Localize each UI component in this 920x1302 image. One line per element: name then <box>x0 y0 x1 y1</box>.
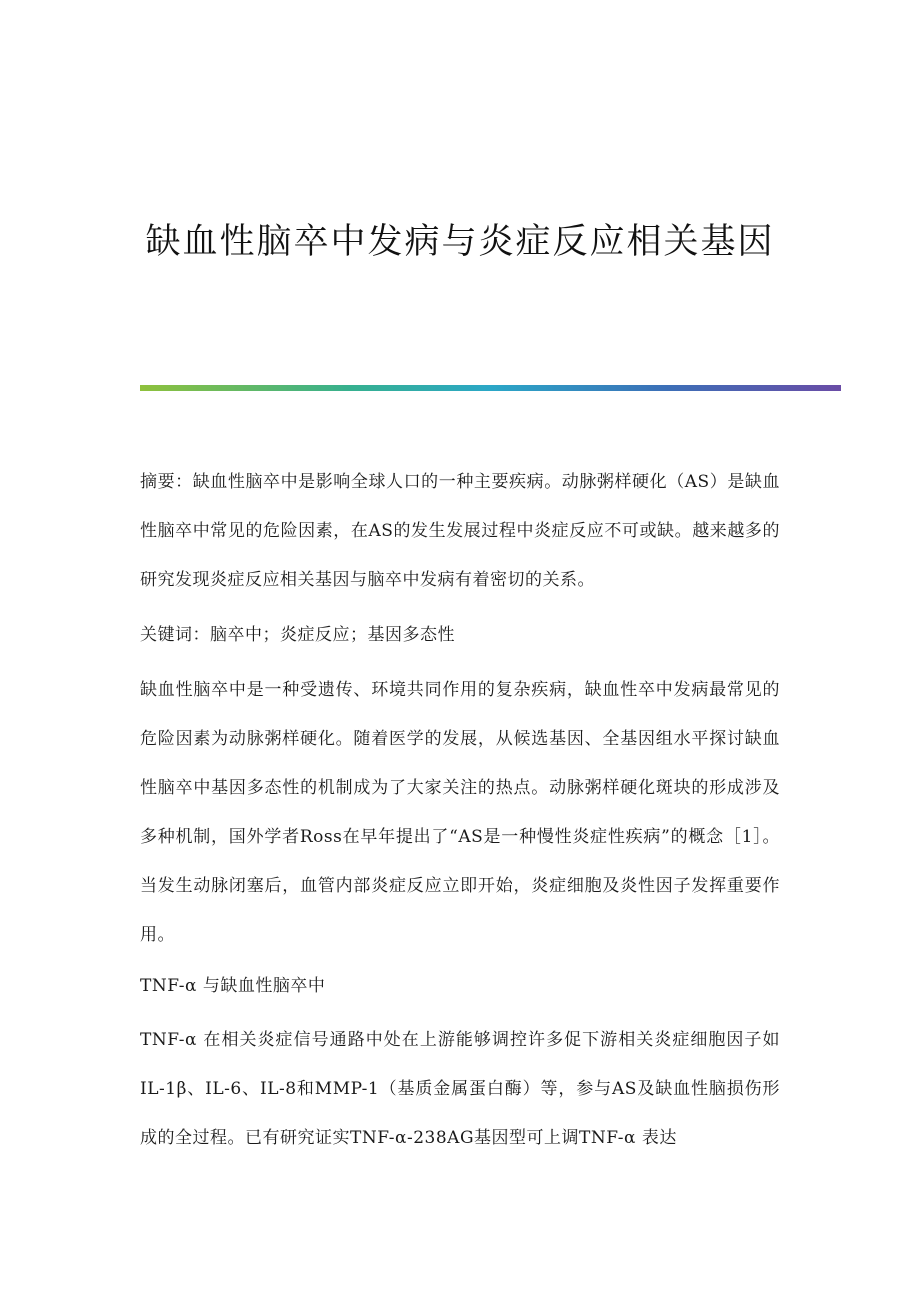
title-divider <box>140 385 841 391</box>
intro-paragraph: 缺血性脑卒中是一种受遗传、环境共同作用的复杂疾病，缺血性卒中发病最常见的危险因素为动脉粥样硬化。随着医学的发展，从候选基因、全基因组水平探讨缺血性脑卒中基因多态性的机制成为了大家关注的热点。动脉粥样硬化斑块的形成涉及多种机制，国外学者Ross在早年提出了“AS是一种慢性炎症性疾病”的概念［1］。当发生动脉闭塞后，血管内部炎症反应立即开始，炎症细胞及炎性因子发挥重要作用。 <box>140 680 780 945</box>
abstract-paragraph: 摘要：缺血性脑卒中是影响全球人口的一种主要疾病。动脉粥样硬化（AS）是缺血性脑卒中常见的危险因素，在AS的发生发展过程中炎症反应不可或缺。越来越多的研究发现炎症反应相关基因与脑卒中发病有着密切的关系。 <box>140 472 780 590</box>
section-paragraph: TNF-α 在相关炎症信号通路中处在上游能够调控许多促下游相关炎症细胞因子如IL-1β、IL-6、IL-8和MMP-1（基质金属蛋白酶）等，参与AS及缺血性脑损伤形成的全过程。已有研究证实TNF-α-238AG基因型可上调TNF-α 表达 <box>140 1030 780 1148</box>
section-heading: TNF-α 与缺血性脑卒中 <box>140 976 326 996</box>
document-title: 缺血性脑卒中发病与炎症反应相关基因 <box>145 222 775 262</box>
keywords-line: 关键词：脑卒中；炎症反应；基因多态性 <box>140 625 455 645</box>
